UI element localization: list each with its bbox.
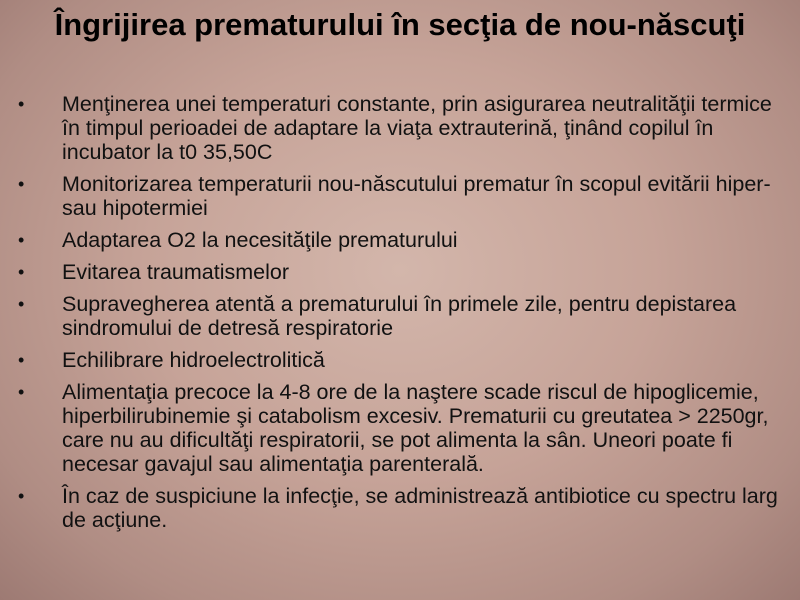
bullet-item xyxy=(0,348,800,372)
bullet-item xyxy=(0,380,800,476)
bullet-text: Supravegherea atentă a prematurului în primele zile, pentru depistarea sindromului de detresă respiratorie xyxy=(62,292,737,340)
bullet-text: Menţinerea unei temperaturi constante, prin asigurarea neutralităţii termice în timpul perioadei de adaptare la viaţa extrauterină, ţinând copilul în incubator la t0 35,50C xyxy=(62,92,772,164)
bullet-dot-icon: • xyxy=(18,382,25,402)
bullet-item xyxy=(0,292,800,340)
bullet-text: Adaptarea O2 la necesităţile prematurului xyxy=(62,228,458,252)
bullet-list xyxy=(0,92,800,540)
bullet-item xyxy=(0,92,800,164)
bullet-item xyxy=(0,484,800,532)
slide-title: Îngrijirea prematurului în secţia de nou-născuţi xyxy=(54,7,746,42)
bullet-item xyxy=(0,228,800,252)
bullet-text: Monitorizarea temperaturii nou-născutului prematur în scopul evitării hiper- sau hipotermiei xyxy=(62,172,771,220)
bullet-dot-icon: • xyxy=(18,174,25,194)
bullet-text: Alimentaţia precoce la 4-8 ore de la naştere scade riscul de hipoglicemie, hiperbilirubinemie şi catabolism excesiv. Prematurii cu greutatea > 2250gr, care nu au dificultăţi respiratorii, se pot alimenta la sân. Uneori poate fi necesar gavajul sau alimentaţia parenterală. xyxy=(62,380,769,476)
bullet-dot-icon: • xyxy=(18,350,25,370)
bullet-text: Echilibrare hidroelectrolitică xyxy=(62,348,325,372)
bullet-text: În caz de suspiciune la infecţie, se administrează antibiotice cu spectru larg de acţiune. xyxy=(62,484,778,532)
bullet-dot-icon: • xyxy=(18,230,25,250)
bullet-item xyxy=(0,260,800,284)
bullet-dot-icon: • xyxy=(18,294,25,314)
bullet-dot-icon: • xyxy=(18,262,25,282)
bullet-text: Evitarea traumatismelor xyxy=(62,260,290,284)
bullet-dot-icon: • xyxy=(18,94,25,114)
bullet-dot-icon: • xyxy=(18,486,25,506)
bullet-item xyxy=(0,172,800,220)
